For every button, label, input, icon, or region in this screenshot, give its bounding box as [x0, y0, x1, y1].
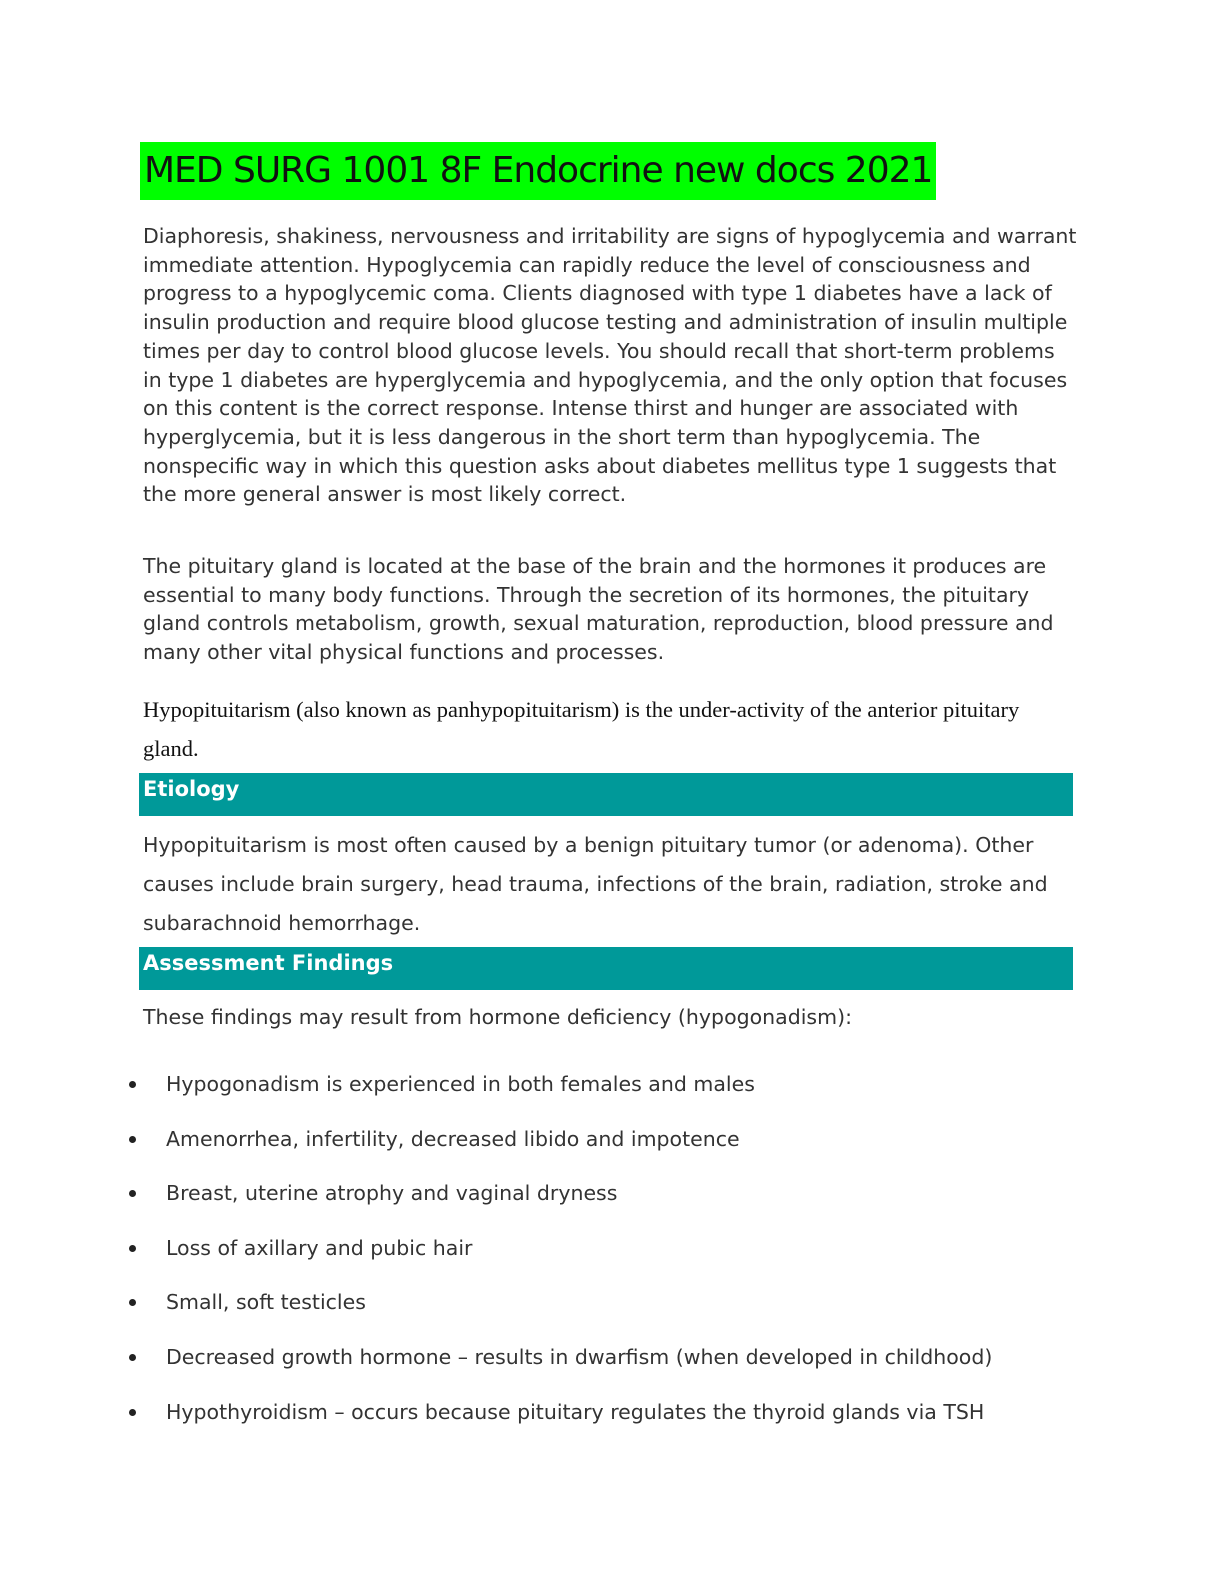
hypoglycemia-paragraph: Diaphoresis, shakiness, nervousness and irritability are signs of hypoglycemia and warrant immediate attention. Hypoglycemia can rapidly reduce the level of consciousness and progress to a hypoglycemic coma. Clients diagnosed with type 1 diabetes have a lack of insulin production and require blood glucose testing and administration of insulin multiple times per day to control blood glucose levels. You should recall that short-term problems in type 1 diabetes are hyperglycemia and hypoglycemia, and the only option that focuses on this content is the correct response. Intense thirst and hunger are associated with hyperglycemia, but it is less dangerous in the short term than hypoglycemia. The nonspecific way in which this question asks about diabetes mellitus type 1 suggests that the more general answer is most likely correct.	[143, 224, 1077, 507]
bullet-icon	[129, 1299, 136, 1306]
bullet-icon	[129, 1081, 136, 1088]
list-item	[0, 1123, 1100, 1178]
document-title: MED SURG 1001 8F Endocrine new docs 2021	[140, 142, 936, 200]
etiology-text: Hypopituitarism is most often caused by a benign pituitary tumor (or adenoma). Other causes include brain surgery, head trauma, infections of the brain, radiation, stroke and subarachnoid hemorrhage.	[143, 833, 1048, 935]
list-item	[0, 1232, 1100, 1287]
list-item-text: Amenorrhea, infertility, decreased libido and impotence	[166, 1126, 740, 1151]
list-item-text: Decreased growth hormone – results in dwarfism (when developed in childhood)	[166, 1344, 993, 1369]
list-item-text: Hypogonadism is experienced in both females and males	[166, 1072, 755, 1096]
assessment-section-header	[139, 947, 1073, 990]
bullet-icon	[129, 1409, 136, 1416]
list-item-text: Hypothyroidism – occurs because pituitary regulates the thyroid glands via TSH	[166, 1399, 985, 1424]
etiology-heading: Etiology	[143, 777, 240, 801]
findings-intro: These findings may result from hormone deficiency (hypogonadism):	[143, 1005, 852, 1029]
bullet-icon	[129, 1245, 136, 1252]
list-item-text: Loss of axillary and pubic hair	[166, 1235, 473, 1260]
list-item	[0, 1068, 1100, 1123]
list-item	[0, 1396, 1100, 1451]
list-item-text: Breast, uterine atrophy and vaginal dryness	[166, 1181, 618, 1206]
hypopituitarism-paragraph: Hypopituitarism (also known as panhypopituitarism) is the under-activity of the anterior pituitary gland.	[143, 697, 1020, 761]
findings-list	[0, 1068, 1100, 1450]
pituitary-paragraph: The pituitary gland is located at the base of the brain and the hormones it produces are essential to many body functions. Through the secretion of its hormones, the pituitary gland controls metabolism, growth, sexual maturation, reproduction, blood pressure and many other vital physical functions and processes.	[143, 554, 1054, 665]
etiology-section-header	[139, 773, 1073, 816]
list-item	[0, 1286, 1100, 1341]
list-item	[0, 1341, 1100, 1396]
bullet-icon	[129, 1190, 136, 1197]
list-item	[0, 1177, 1100, 1232]
bullet-icon	[129, 1354, 136, 1361]
list-item-text: Small, soft testicles	[166, 1290, 366, 1315]
assessment-heading: Assessment Findings	[143, 951, 394, 975]
bullet-icon	[129, 1136, 136, 1143]
